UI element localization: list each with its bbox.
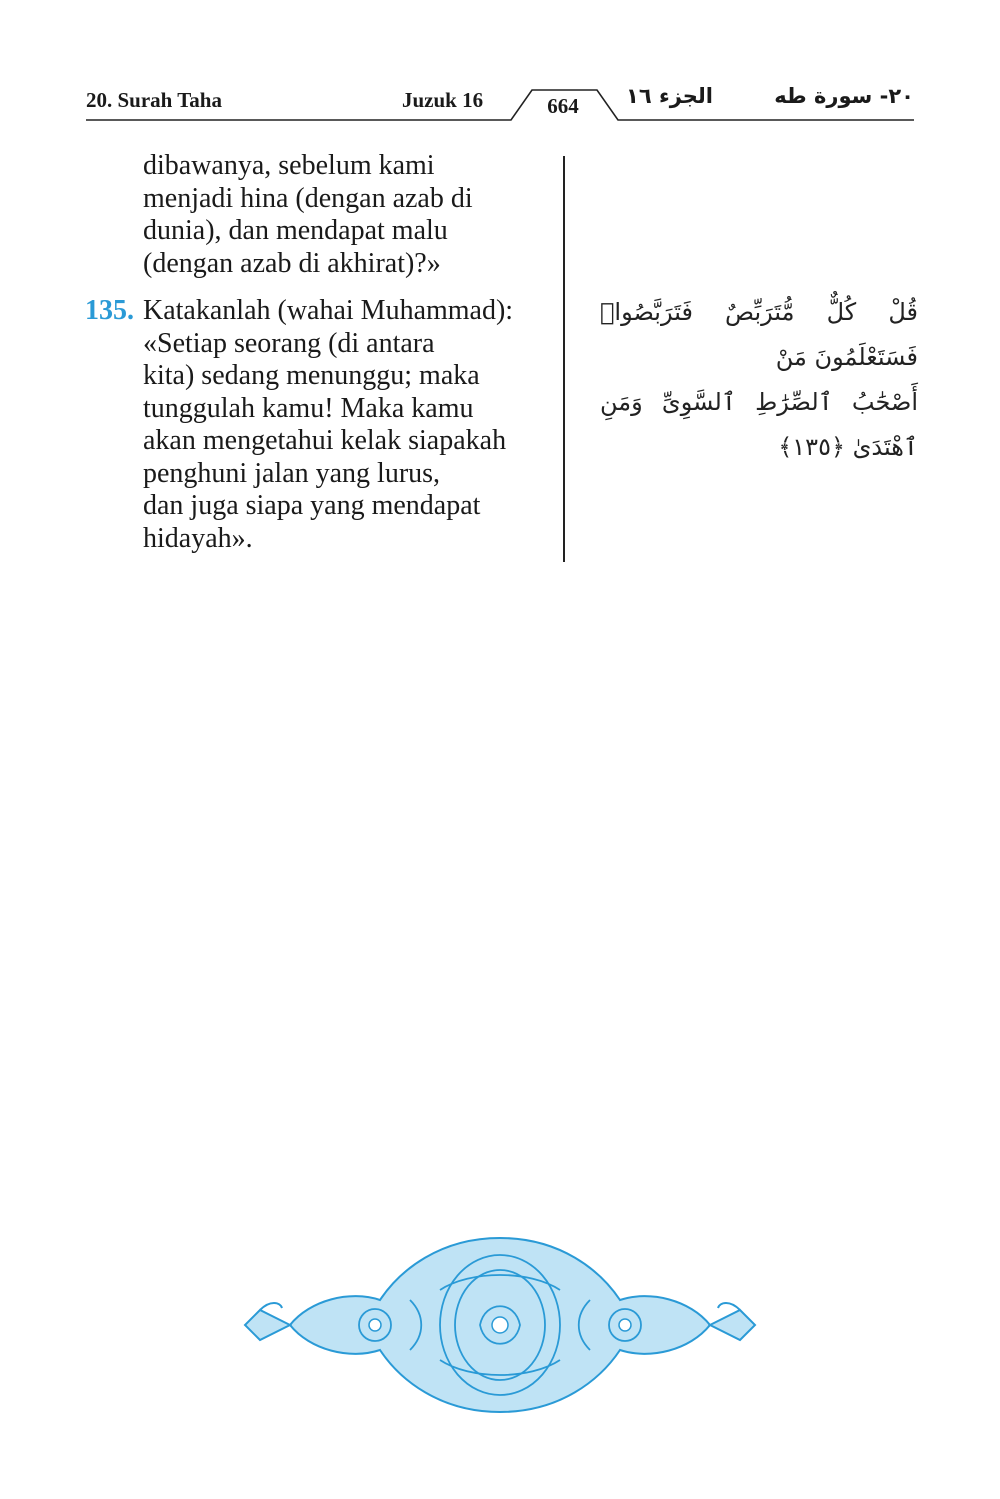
juz-label-arabic: الجزء ١٦: [626, 84, 713, 108]
arabic-verse: [600, 290, 918, 470]
verse-135-block: [85, 295, 553, 555]
page-header: [86, 84, 914, 124]
floral-ornament-icon: [240, 1230, 760, 1420]
juz-label-latin: Juzuk 16: [402, 88, 484, 112]
arabic-line-1: قُلْ كُلٌّ مُّتَرَبِّصٌ فَتَرَبَّصُوا۟ فَسَتَعْلَمُونَ مَنْ: [600, 298, 918, 371]
translation-column: [85, 150, 553, 555]
surah-title-arabic: ٢٠- سورة طه: [774, 84, 914, 108]
surah-title-latin: 20. Surah Taha: [86, 88, 222, 112]
continued-translation: dibawanya, sebelum kami menjadi hina (dengan azab di dunia), dan mendapat malu (dengan azab di akhirat)?»: [143, 150, 473, 279]
verse-number: 135.: [85, 295, 134, 326]
verse-translation: Katakanlah (wahai Muhammad): «Setiap seorang (di antara kita) sedang menunggu; maka tunggulah kamu! Maka kamu akan mengetahui kelak siapakah penghuni jalan yang lurus, dan juga siapa yang mendapat hidayah».: [143, 295, 514, 554]
column-divider: [563, 156, 565, 562]
arabic-line-2: أَصْحَٰبُ ٱلصِّرَٰطِ ٱلسَّوِىِّ وَمَنِ ٱهْتَدَىٰ ﴿١٣٥﴾: [600, 388, 918, 461]
page-number: 664: [547, 94, 579, 118]
